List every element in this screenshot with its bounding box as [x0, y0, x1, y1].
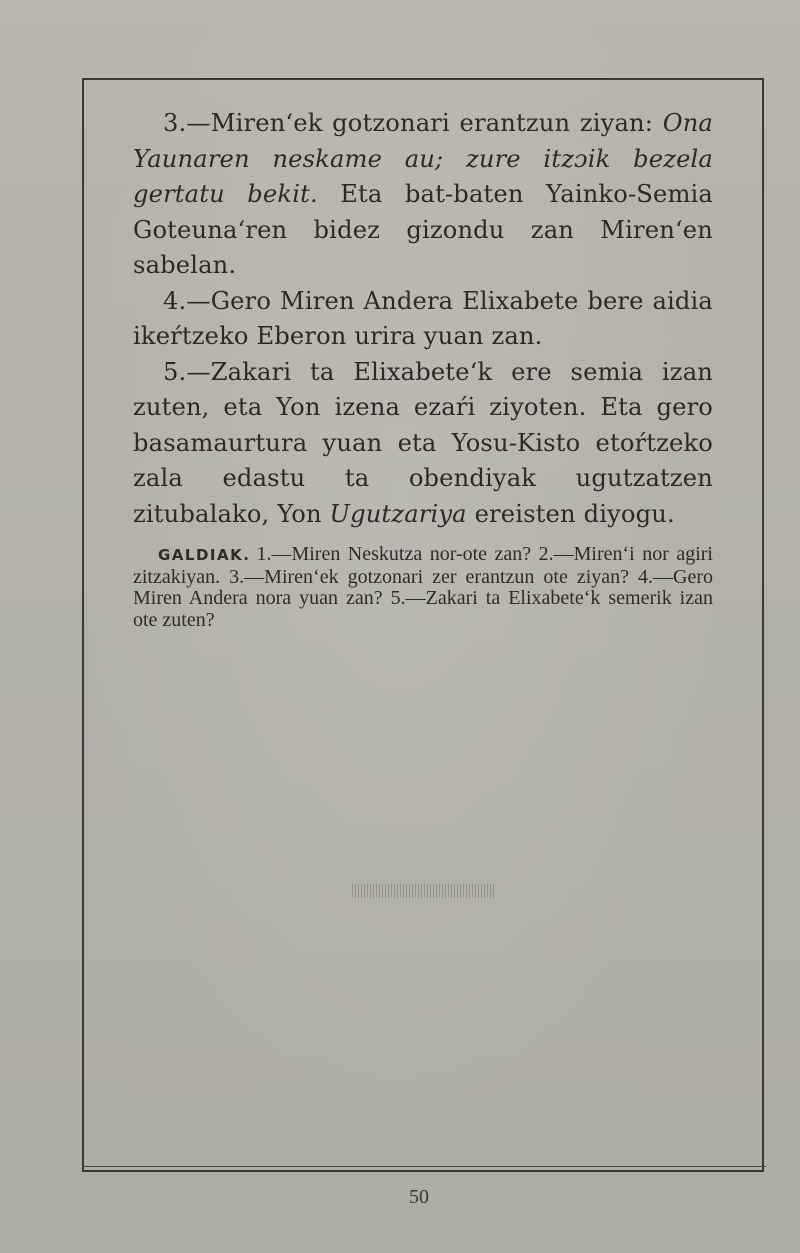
paragraph-3 [133, 106, 713, 284]
paragraph-3-lead: 3.—Miren‘ek gotzonari erantzun ziyan: [163, 109, 663, 137]
questions-heading: GALDIAK. [158, 546, 251, 564]
paragraph-4: 4.—Gero Miren Andera Elixabete bere aidia ikeŕtzeko Eberon urira yuan zan. [133, 286, 713, 350]
paragraph-5-lead: 5.—Zakari ta Elixabete‘k ere semia izan zuten, eta Yon izena ezaŕi ziyoten. Eta gero basamaurtura yuan eta Yosu-Kisto etoŕtzeko zala edastu ta obendiyak ugutzatzen zitubalako, Yon [133, 357, 713, 528]
faint-stamp-mark [352, 884, 494, 898]
paragraph-5 [133, 355, 713, 533]
paragraph-3-italic-quote: Ona Yaunaren neskame au; zure itzɔik bezela gertatu bekit. [133, 109, 713, 208]
page-border-bottom-rule [82, 1166, 766, 1167]
page-number: 50 [409, 1186, 429, 1208]
paragraph-5-tail: ereisten diyogu. [466, 499, 675, 528]
main-text [133, 106, 713, 532]
paragraph-5-italic-term: Ugutzariya [329, 499, 467, 528]
paragraph-3-tail: Eta bat-baten Yainko-Semia Goteuna‘ren bidez gizondu zan Miren‘en sabelan. [133, 180, 714, 279]
questions-block [133, 544, 713, 631]
questions-text: 1.—Miren Neskutza nor-ote zan? 2.—Miren‘i nor agiri zitzakiyan. 3.—Miren‘ek gotzonari zer erantzun ote ziyan? 4.—Gero Miren Andera nora yuan zan? 5.—Zakari ta Elixabete‘k semerik izan ote zuten? [133, 543, 713, 631]
